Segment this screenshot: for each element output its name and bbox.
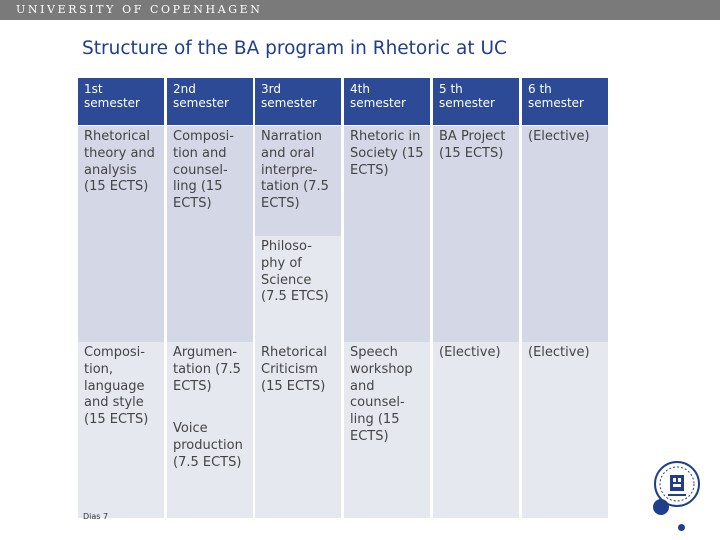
course-argumentation: Argumen-tation (7.5 ECTS) <box>167 342 253 418</box>
course-elective-5: (Elective) <box>433 342 519 518</box>
course-rhetorical-criticism: Rhetorical Criticism (15 ECTS) <box>255 342 341 518</box>
course-rhetorical-theory: Rhetorical theory and analysis (15 ECTS) <box>78 126 164 342</box>
header-semester-5: 5 th semester <box>433 78 519 125</box>
course-philosophy-of-science: Philoso-phy of Science (7.5 ETCS) <box>255 236 341 342</box>
university-name: UNIVERSITY OF COPENHAGEN <box>16 3 263 16</box>
course-elective-6-1: (Elective) <box>522 126 608 342</box>
header-semester-1: 1st semester <box>78 78 164 125</box>
header-semester-3: 3rd semester <box>255 78 341 125</box>
course-voice-production: Voice production (7.5 ECTS) <box>167 418 253 518</box>
header-semester-4: 4th semester <box>344 78 430 125</box>
course-speech-workshop: Speech workshop and counsel-ling (15 ECTS) <box>344 342 430 518</box>
slide-title: Structure of the BA program in Rhetoric at UC <box>82 38 507 59</box>
course-elective-6-2: (Elective) <box>522 342 608 518</box>
top-bar <box>0 0 720 20</box>
course-narration: Narration and oral interpre-tation (7.5 ECTS) <box>255 126 341 236</box>
decorative-dot <box>653 499 669 515</box>
course-ba-project: BA Project (15 ECTS) <box>433 126 519 342</box>
header-semester-2: 2nd semester <box>167 78 253 125</box>
header-semester-6: 6 th semester <box>522 78 608 125</box>
course-composition-language-style: Composi-tion, language and style (15 ECTS) <box>78 342 164 518</box>
decorative-small-dot <box>678 524 685 531</box>
slide-number: Dias 7 <box>83 512 109 521</box>
course-composition-counselling: Composi-tion and counsel-ling (15 ECTS) <box>167 126 253 342</box>
course-rhetoric-in-society: Rhetoric in Society (15 ECTS) <box>344 126 430 342</box>
